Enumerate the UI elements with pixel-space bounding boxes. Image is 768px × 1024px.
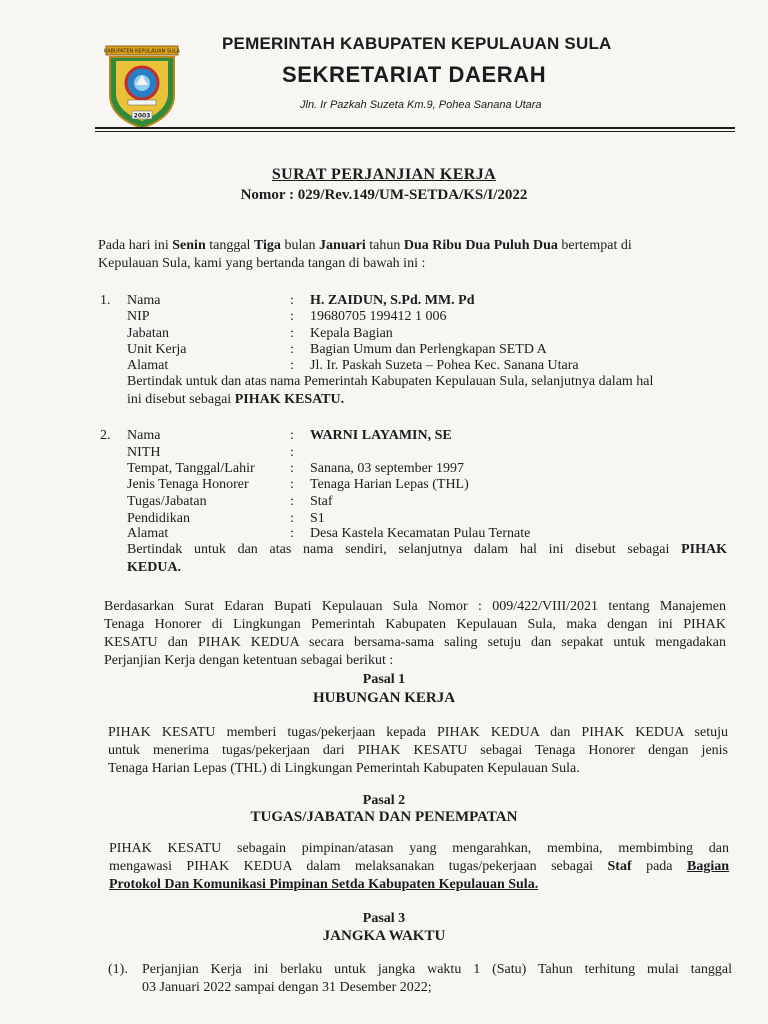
party-2-statement: Bertindak untuk dan atas nama sendiri, selanjutnya dalam hal ini disebut sebagai PIHAK KEDUA. xyxy=(127,542,727,575)
logo-top-text: KABUPATEN KEPULAUAN SULA xyxy=(104,48,180,55)
pasal-1-number: Pasal 1 xyxy=(362,672,406,687)
staf-label: Staf xyxy=(607,859,632,874)
pasal-1-heading: HUBUNGAN KERJA xyxy=(312,690,456,706)
office-name: SEKRETARIAT DAERAH xyxy=(282,62,547,87)
letterhead-divider-thin xyxy=(95,131,735,132)
bagian-label: Bagian xyxy=(686,859,729,874)
document-title: SURAT PERJANJIAN KERJA xyxy=(271,166,497,183)
document-number: Nomor : 029/Rev.149/UM-SETDA/KS/I/2022 xyxy=(240,187,528,203)
party-1-statement: Bertindak untuk dan atas nama Pemerintah Kabupaten Kepulauan Sula, selanjutnya dalam hal ini disebut sebagai PIHAK KESATU. xyxy=(127,374,654,407)
party-1-name: H. ZAIDUN, S.Pd. MM. Pd xyxy=(310,293,475,308)
pasal-1-body: PIHAK KESATU memberi tugas/pekerjaan kepada PIHAK KEDUA dan PIHAK KEDUA setuju untuk menerima tugas/pekerjaan dari PIHAK KESATU sebagai Tenaga Honorer dengan jenis Tenaga Harian Lepas (THL) di Lingkungan Pemerintah Kabupaten Kepulauan Sula. xyxy=(108,725,728,776)
party-2-name: WARNI LAYAMIN, SE xyxy=(310,428,452,443)
pasal-3-item-number: (1). xyxy=(108,962,128,977)
office-address: Jln. Ir Pazkah Suzeta Km.9, Pohea Sanana Utara xyxy=(300,99,542,111)
party-1-number: 1. xyxy=(100,293,111,308)
opening-line-1: Pada hari ini Senin tanggal Tiga bulan Januari tahun Dua Ribu Dua Puluh Dua bertempat di xyxy=(98,238,632,253)
pasal-2-body: PIHAK KESATU sebagain pimpinan/atasan yang mengarahkan, membina, membimbing dan mengawasi PIHAK KEDUA dalam melaksanakan tugas/pekerjaan sebagai Staf pada Bagian Protokol Dan Komunikasi Pimpinan Setda Kabupaten Kepulauan Sula. xyxy=(109,841,729,892)
pihak-kedua-2: KEDUA. xyxy=(127,560,182,575)
placement-unit: Protokol Dan Komunikasi Pimpinan Setda Kabupaten Kepulauan Sula. xyxy=(109,877,539,892)
basis-paragraph: Berdasarkan Surat Edaran Bupati Kepulauan Sula Nomor : 009/422/VIII/2021 tentang Manajemen Tenaga Honorer di Lingkungan Pemerintah Kabupaten Kepulauan Sula, maka dengan ini PIHAK KESATU dan PIHAK KEDUA secara bersama-sama saling setuju dan sepakat untuk mengadakan Perjanjian Kerja dengan ketentuan sebagai berikut : xyxy=(104,599,726,668)
letterhead-divider xyxy=(95,127,735,129)
opening-paragraph xyxy=(98,237,726,273)
pihak-kedua-1: PIHAK xyxy=(681,542,727,557)
government-name: PEMERINTAH KABUPATEN KEPULAUAN SULA xyxy=(222,34,612,53)
month: Januari xyxy=(319,238,366,253)
day: Senin xyxy=(172,238,206,253)
opening-line-2: Kepulauan Sula, kami yang bertanda tangan di bawah ini : xyxy=(98,256,426,271)
pasal-3-heading: JANGKA WAKTU xyxy=(322,928,446,944)
year: Dua Ribu Dua Puluh Dua xyxy=(403,238,558,253)
document-page: KABUPATEN KEPULAUAN SULA 2003 PEMERINTAH KABUPATEN KEPULAUAN SULA SEKRETARIAT DAERAH Jln. Ir Pazkah Suzeta Km.9, Pohea Sanana Utara SURAT PERJANJIAN KERJA Nomor : 029/Rev.149/UM-SETDA/KS/I/2022 Pada hari ini Senin tanggal Tiga bulan Januari tahun Dua Ribu Dua Puluh Dua bertempat di Kepulauan Sula, kami yang bertanda tangan di bawah ini : 1. Nama : H. ZAIDUN, S.Pd. MM. Pd NIP : 19680705 199412 1 006 Jabatan : Kepala Bagian Unit Kerja : Bagian Umum dan Perlengkapan SETD A Alamat : Jl. Ir. Paskah Suzeta – Pohea Kec. Sanana Utara Bertindak untuk dan atas nama Pemerintah Kabupaten Kepulauan Sula, selanjutnya dalam hal ini disebut sebagai PIHAK KESATU. 2. Nama : WARNI LAYAMIN, SE NITH : Tempat, Tanggal/Lahir : Sanana, 03 september 1997 Jenis Tenaga Honorer : Tenaga Harian Lepas (THL) Tugas/Jabatan : Staf Pendidikan : S1 Alamat : Desa Kastela Kecamatan Pulau Ternate Bertindak untuk dan atas nama sendiri, selanjutnya dalam hal ini disebut sebagai PIHAK KEDUA. Berdasarkan Surat Edaran Bupati Kepulauan Sula Nomor : 009/422/VIII/2021 tentang Manajemen Tenaga Honorer di Lingkungan Pemerintah Kabupaten Kepulauan Sula, maka dengan ini PIHAK KESATU dan PIHAK KEDUA secara bersama-sama saling setuju dan sepakat untuk mengadakan Perjanjian Kerja dengan ketentuan sebagai berikut : Pasal 1 HUBUNGAN KERJA PIHAK KESATU memberi tugas/pekerjaan kepada PIHAK KEDUA dan PIHAK KEDUA setuju untuk menerima tugas/pekerjaan dari PIHAK KESATU sebagai Tenaga Honorer dengan jenis Tenaga Harian Lepas (THL) di Lingkungan Pemerintah Kabupaten Kepulauan Sula. Pasal 2 TUGAS/JABATAN DAN PENEMPATAN PIHAK KESATU sebagain pimpinan/atasan yang mengarahkan, membina, membimbing dan mengawasi PIHAK KEDUA dalam melaksanakan tugas/pekerjaan sebagai Staf pada Bagian Protokol Dan Komunikasi Pimpinan Setda Kabupaten Kepulauan Sula. Pasal 3 JANGKA WAKTU (1). Perjanjian Kerja ini berlaku untuk jangka waktu 1 (Satu) Tahun terhitung mulai tanggal 03 Januari 2022 sampai dengan 31 Desember 2022; xyxy=(0,0,768,1024)
pasal-2-heading: TUGAS/JABATAN DAN PENEMPATAN xyxy=(250,809,518,825)
party-2-number: 2. xyxy=(100,428,111,443)
regency-emblem-logo xyxy=(100,45,184,129)
pasal-2-number: Pasal 2 xyxy=(362,793,406,808)
pihak-kesatu: PIHAK KESATU. xyxy=(234,392,345,407)
pasal-3-number: Pasal 3 xyxy=(362,911,406,926)
logo-year: 2003 xyxy=(133,112,151,120)
date: Tiga xyxy=(253,238,281,253)
pasal-3-body: Perjanjian Kerja ini berlaku untuk jangka waktu 1 (Satu) Tahun terhitung mulai tanggal 03 Januari 2022 sampai dengan 31 Desember 2022; xyxy=(142,962,732,995)
